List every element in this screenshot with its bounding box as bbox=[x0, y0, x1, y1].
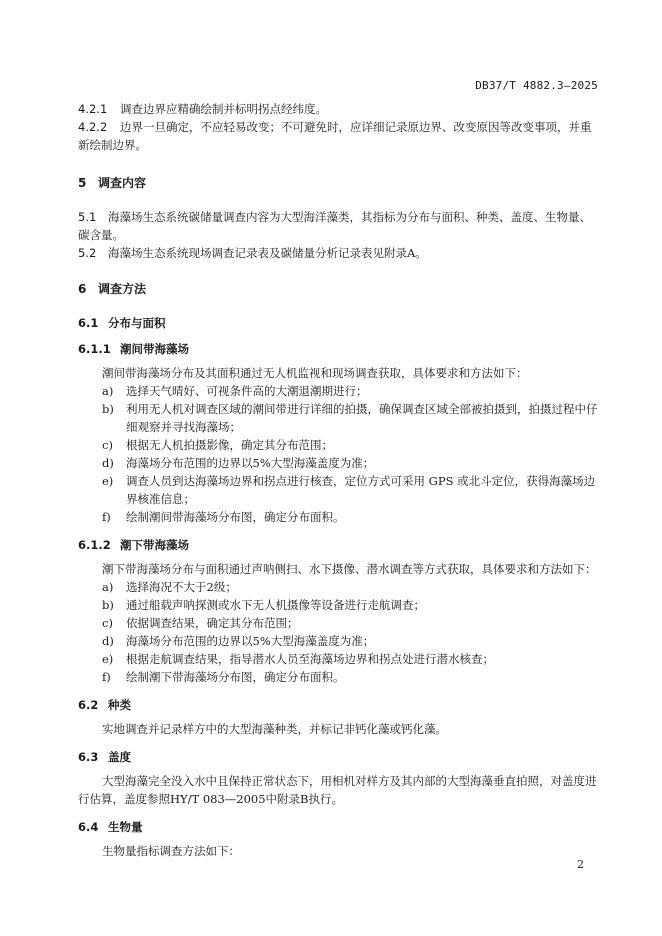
section-6-4-heading bbox=[78, 818, 600, 836]
section-title: 分布与面积 bbox=[108, 316, 166, 330]
list-item bbox=[78, 596, 600, 614]
clause-5-1 bbox=[78, 208, 600, 244]
section-6-1-1-list bbox=[78, 382, 600, 526]
section-number: 6.1.2 bbox=[78, 538, 111, 552]
list-text: 利用无人机对调查区域的潮间带进行详细的拍摄，确保调查区域全部被拍摄到，拍摄过程中仔细观察并寻找海藻场； bbox=[126, 402, 598, 434]
list-text: 选择海况不大于2级； bbox=[126, 580, 237, 594]
list-item bbox=[78, 632, 600, 650]
section-title: 盖度 bbox=[108, 750, 131, 764]
clause-5-2 bbox=[78, 244, 600, 262]
clause-4-2-2 bbox=[78, 118, 600, 154]
list-item bbox=[78, 668, 600, 686]
section-title: 种类 bbox=[108, 698, 131, 712]
list-text: 通过船载声呐探测或水下无人机摄像等设备进行走航调查； bbox=[126, 598, 425, 612]
list-text: 根据无人机拍摄影像，确定其分布范围； bbox=[126, 438, 333, 452]
clause-4-2-1 bbox=[78, 100, 600, 118]
section-number: 5 bbox=[78, 176, 87, 190]
list-text: 海藻场分布范围的边界以5%大型海藻盖度为准； bbox=[126, 634, 375, 648]
section-6-2-heading bbox=[78, 696, 600, 714]
list-marker: a) bbox=[102, 384, 114, 398]
clause-number: 4.2.2 bbox=[78, 120, 108, 134]
list-marker: f) bbox=[102, 670, 111, 684]
page-number: 2 bbox=[577, 858, 584, 871]
list-text: 依据调查结果，确定其分布范围； bbox=[126, 616, 299, 630]
list-text: 根据走航调查结果，指导潜水人员至海藻场边界和拐点处进行潜水核查； bbox=[126, 652, 494, 666]
list-marker: b) bbox=[102, 598, 114, 612]
clause-text: 海藻场生态系统碳储量调查内容为大型海洋藻类，其指标为分布与面积、种类、盖度、生物量、碳含量。 bbox=[78, 210, 591, 242]
section-title: 潮间带海藻场 bbox=[120, 342, 189, 356]
list-item bbox=[78, 400, 600, 436]
section-6-1-2-list bbox=[78, 578, 600, 686]
section-number: 6.4 bbox=[78, 820, 99, 834]
section-6-1-2-intro: 潮下带海藻场分布与面积通过声呐侧扫、水下摄像、潜水调查等方式获取，具体要求和方法如下： bbox=[102, 562, 597, 576]
clause-number: 5.2 bbox=[78, 246, 97, 260]
section-title: 潮下带海藻场 bbox=[120, 538, 189, 552]
section-number: 6.2 bbox=[78, 698, 99, 712]
section-5-heading bbox=[78, 174, 600, 192]
clause-text: 海藻场生态系统现场调查记录表及碳储量分析记录表见附录A。 bbox=[108, 246, 427, 260]
section-title: 调查方法 bbox=[98, 282, 147, 296]
list-item bbox=[78, 436, 600, 454]
section-6-2-text: 实地调查并记录样方中的大型海藻种类，并标记非钙化藻或钙化藻。 bbox=[102, 722, 447, 736]
list-text: 绘制潮下带海藻场分布图，确定分布面积。 bbox=[126, 670, 345, 684]
section-6-1-2-heading bbox=[78, 536, 600, 554]
clause-number: 4.2.1 bbox=[78, 102, 108, 116]
section-6-3-heading bbox=[78, 748, 600, 766]
list-marker: d) bbox=[102, 456, 114, 470]
section-title: 调查内容 bbox=[98, 176, 147, 190]
section-number: 6.1.1 bbox=[78, 342, 111, 356]
list-item bbox=[78, 614, 600, 632]
list-item bbox=[78, 472, 600, 508]
section-number: 6.3 bbox=[78, 750, 99, 764]
section-6-1-heading bbox=[78, 314, 600, 332]
list-marker: c) bbox=[102, 438, 113, 452]
section-6-4-text: 生物量指标调查方法如下： bbox=[102, 844, 240, 858]
list-item bbox=[78, 454, 600, 472]
list-text: 海藻场分布范围的边界以5%大型海藻盖度为准； bbox=[126, 456, 375, 470]
list-text: 选择天气晴好、可视条件高的大潮退潮期进行； bbox=[126, 384, 368, 398]
list-marker: a) bbox=[102, 580, 114, 594]
section-number: 6 bbox=[78, 282, 87, 296]
list-item bbox=[78, 508, 600, 526]
list-marker: f) bbox=[102, 510, 111, 524]
list-marker: c) bbox=[102, 616, 113, 630]
list-text: 绘制潮间带海藻场分布图，确定分布面积。 bbox=[126, 510, 345, 524]
list-item bbox=[78, 650, 600, 668]
document-body bbox=[78, 100, 600, 860]
section-6-heading bbox=[78, 280, 600, 298]
list-marker: b) bbox=[102, 402, 114, 416]
list-marker: e) bbox=[102, 652, 114, 666]
list-marker: e) bbox=[102, 474, 114, 488]
section-title: 生物量 bbox=[108, 820, 143, 834]
clause-text: 调查边界应精确绘制并标明拐点经纬度。 bbox=[120, 102, 327, 116]
list-text: 调查人员到达海藻场边界和拐点进行核查，定位方式可采用 GPS 或北斗定位，获得海藻场边界核准信息； bbox=[126, 474, 596, 506]
section-6-1-1-heading bbox=[78, 340, 600, 358]
document-id-header: DB37/T 4882.3—2025 bbox=[475, 79, 598, 92]
section-6-1-1-intro: 潮间带海藻场分布及其面积通过无人机监视和现场调查获取，具体要求和方法如下： bbox=[102, 366, 528, 380]
clause-number: 5.1 bbox=[78, 210, 97, 224]
section-6-3-text: 大型海藻完全没入水中且保持正常状态下，用相机对样方及其内部的大型海藻垂直拍照，对盖度进行估算，盖度参照HY/T 083—2005中附录B执行。 bbox=[78, 774, 597, 806]
list-item bbox=[78, 382, 600, 400]
section-number: 6.1 bbox=[78, 316, 99, 330]
list-item bbox=[78, 578, 600, 596]
list-marker: d) bbox=[102, 634, 114, 648]
clause-text: 边界一旦确定，不应轻易改变；不可避免时，应详细记录原边界、改变原因等改变事项，并重新绘制边界。 bbox=[78, 120, 592, 152]
